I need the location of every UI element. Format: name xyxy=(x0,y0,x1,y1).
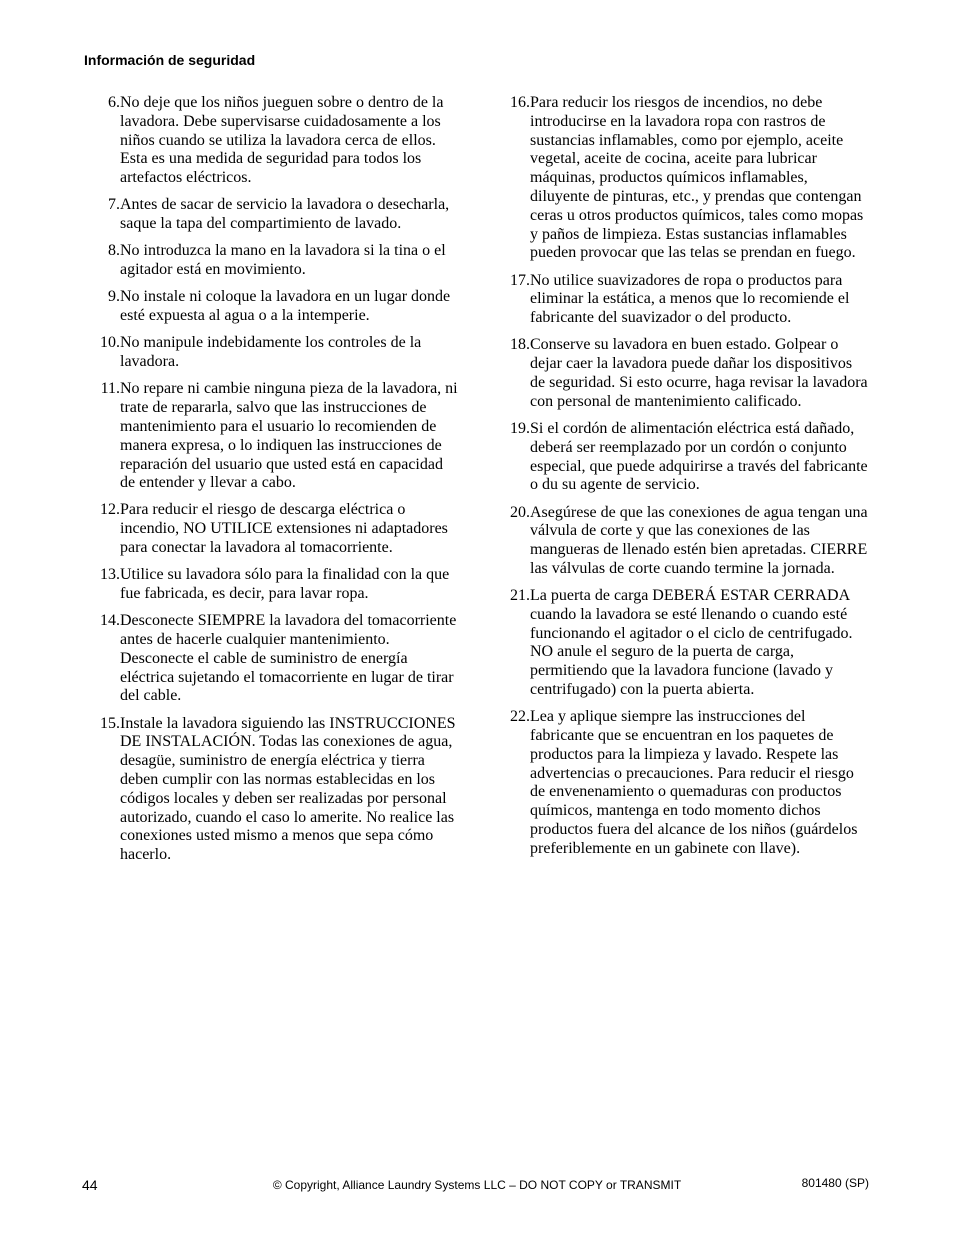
copyright-notice: © Copyright, Alliance Laundry Systems LLC – DO NOT COPY or TRANSMIT xyxy=(272,1178,682,1192)
item-text: No manipule indebidamente los controles de la lavadora. xyxy=(120,334,422,371)
item-number: 12. xyxy=(100,501,120,519)
item-text: Lea y aplique siempre las instrucciones del fabricante que se encuentran en los paquetes de productos para la limpieza y lavado. Respete las advertencias o precauciones. Para reducir el riesgo de envenenamiento o quemaduras con productos químicos, mantenga en todo momento dichos productos fuera del alcance de los niños (guárdelos preferiblemente en un gabinete con llave). xyxy=(530,708,858,857)
list-item xyxy=(84,196,460,234)
page-number: 44 xyxy=(82,1177,98,1193)
item-number: 14. xyxy=(100,612,120,630)
item-text: Asegúrese de que las conexiones de agua tengan una válvula de corte y que las conexiones de las mangueras de llenado estén bien apretadas. CIERRE las válvulas de corte cuando termine la jornada. xyxy=(530,503,868,577)
item-text: Si el cordón de alimentación eléctrica está dañado, deberá ser reemplazado por un cordón o conjunto especial, que puede adquirirse a través del fabricante o du su agente de servicio. xyxy=(530,419,868,494)
list-item xyxy=(84,715,460,865)
item-number: 15. xyxy=(100,714,120,732)
item-number: 7. xyxy=(108,196,120,214)
item-text: No utilice suavizadores de ropa o productos para eliminar la estática, a menos que lo recomiende el fabricante del suavizador o del producto. xyxy=(530,271,850,327)
list-item xyxy=(84,94,460,188)
item-text: Conserve su lavadora en buen estado. Golpear o dejar caer la lavadora puede dañar los dispositivos de seguridad. Si esto ocurre, haga revisar la lavadora con personal de mantenimiento calificado. xyxy=(530,336,868,410)
item-text: No repare ni cambie ninguna pieza de la lavadora, ni trate de repararla, salvo que las instrucciones de mantenimiento para el usuario lo recomienden de manera expresa, o lo indiquen las instrucciones de reparación del usuario que usted está en capacidad de entender y llevar a cabo. xyxy=(120,380,458,492)
item-text: No instale ni coloque la lavadora en un lugar donde esté expuesta al agua o a la intemperie. xyxy=(120,288,451,325)
list-item xyxy=(494,272,870,328)
item-text: Utilice su lavadora sólo para la finalidad con la que fue fabricada, es decir, para lavar ropa. xyxy=(120,566,450,603)
item-number: 6. xyxy=(108,94,120,111)
right-column xyxy=(494,94,870,867)
item-number: 22. xyxy=(510,708,530,726)
item-text: La puerta de carga DEBERÁ ESTAR CERRADA cuando la lavadora se esté llenando o cuando esté funcionando el agitador o el ciclo de centrifugado. NO anule el seguro de la puerta de carga, permitiendo que la lavadora funcione (lavado y centrifugado) con la puerta abierta. xyxy=(530,587,853,699)
item-number: 17. xyxy=(510,271,530,289)
list-item xyxy=(494,504,870,579)
list-item xyxy=(494,420,870,495)
list-item xyxy=(84,288,460,326)
item-text: No deje que los niños jueguen sobre o dentro de la lavadora. Debe supervisarse cuidadosamente a los niños cuando se utiliza la lavadora cerca de ellos. Esta es una medida de seguridad para todos los artefactos eléctricos. xyxy=(120,94,444,187)
item-number: 10. xyxy=(100,334,120,352)
item-number: 21. xyxy=(510,587,530,605)
item-text: Para reducir el riesgo de descarga eléctrica o incendio, NO UTILICE extensiones ni adaptadores para conectar la lavadora al tomacorriente. xyxy=(120,501,448,557)
item-number: 19. xyxy=(510,419,530,437)
list-item xyxy=(494,94,870,263)
item-text: Antes de sacar de servicio la lavadora o desecharla, saque la tapa del compartimiento de lavado. xyxy=(120,196,450,233)
left-column xyxy=(84,94,460,873)
list-item xyxy=(494,708,870,858)
list-item xyxy=(494,587,870,700)
item-number: 20. xyxy=(510,503,530,521)
list-item xyxy=(84,566,460,604)
item-number: 8. xyxy=(108,242,120,260)
list-item xyxy=(494,336,870,411)
item-number: 13. xyxy=(100,566,120,584)
section-title: Información de seguridad xyxy=(84,52,256,68)
document-number: 801480 (SP) xyxy=(801,1176,869,1190)
item-text: Para reducir los riesgos de incendios, no debe introducirse en la lavadora ropa con rastros de sustancias inflamables, como por ejemplo, aceite vegetal, aceite de cocina, aceite para lubricar máquinas, productos químicos inflamables, diluyente de pinturas, etc., y prendas que contengan ceras u otros productos químicos, tales como mopas y paños de limpieza. Estas sustancias inflamables pueden provocar que las telas se prendan en fuego. xyxy=(530,94,864,262)
item-number: 18. xyxy=(510,336,530,354)
list-item xyxy=(84,501,460,557)
item-number: 16. xyxy=(510,94,530,111)
item-text: Instale la lavadora siguiendo las INSTRUCCIONES DE INSTALACIÓN. Todas las conexiones de agua, desagüe, suministro de energía eléctrica y tierra deben cumplir con las normas establecidas en los códigos locales y deben ser realizadas por personal autorizado, cuando el caso lo amerite. No realice las conexiones usted mismo a menos que sepa cómo hacerlo. xyxy=(120,714,456,864)
list-item xyxy=(84,380,460,493)
list-item xyxy=(84,612,460,706)
item-text: No introduzca la mano en la lavadora si la tina o el agitador está en movimiento. xyxy=(120,242,446,279)
item-number: 11. xyxy=(100,380,120,398)
list-item xyxy=(84,242,460,280)
item-number: 9. xyxy=(108,288,120,306)
item-text: Desconecte SIEMPRE la lavadora del tomacorriente antes de hacerle cualquier mantenimiento. Desconecte el cable de suministro de energía eléctrica sujetando el tomacorriente en lugar de tirar del cable. xyxy=(120,612,457,705)
list-item xyxy=(84,334,460,372)
